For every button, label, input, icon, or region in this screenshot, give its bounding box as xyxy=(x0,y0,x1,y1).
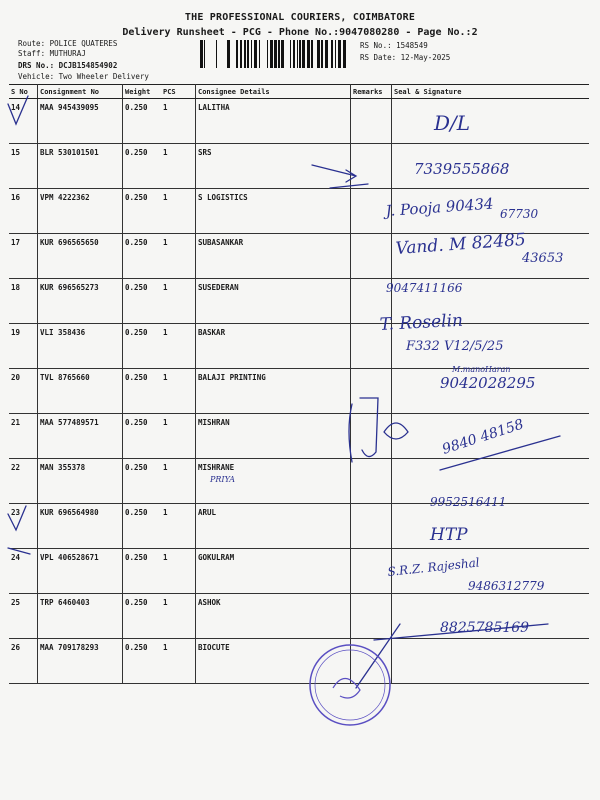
row-consignee: MISHRANE xyxy=(196,459,351,504)
row-consignment: MAN 355378 xyxy=(38,459,123,504)
row-pcs: 1 xyxy=(161,414,196,459)
row-pcs: 1 xyxy=(161,99,196,144)
table-row xyxy=(9,234,589,279)
barcode-bar xyxy=(270,40,273,68)
row-sno: 20 xyxy=(9,369,38,414)
table-header-row xyxy=(9,85,589,99)
barcode-bar xyxy=(216,40,217,68)
table-row xyxy=(9,279,589,324)
row-consignment: VLI 358436 xyxy=(38,324,123,369)
row-pcs: 1 xyxy=(161,369,196,414)
staff-text: Staff: MUTHURAJ xyxy=(18,49,86,58)
row-signature xyxy=(392,144,590,189)
row-pcs: 1 xyxy=(161,594,196,639)
row-consignment: MAA 709178293 xyxy=(38,639,123,684)
row-weight: 0.250 xyxy=(123,549,162,594)
vehicle-text: Vehicle: Two Wheeler Delivery xyxy=(18,72,149,81)
row-pcs: 1 xyxy=(161,504,196,549)
row-sno: 14 xyxy=(9,99,38,144)
barcode-bar xyxy=(325,40,328,68)
row-sno: 25 xyxy=(9,594,38,639)
row-weight: 0.250 xyxy=(123,369,162,414)
row-signature xyxy=(392,459,590,504)
row-weight: 0.250 xyxy=(123,324,162,369)
signature-row17-a: Vand. M 82485 xyxy=(394,229,527,259)
barcode-bar xyxy=(293,40,295,68)
table-row xyxy=(9,459,589,504)
row-pcs: 1 xyxy=(161,459,196,504)
barcode-bar xyxy=(331,40,333,68)
row-consignment: MAA 945439095 xyxy=(38,99,123,144)
row-pcs: 1 xyxy=(161,189,196,234)
row-consignment: BLR 530101501 xyxy=(38,144,123,189)
company-title: THE PROFESSIONAL COURIERS, COIMBATORE xyxy=(184,12,416,23)
row-remarks xyxy=(351,144,392,189)
signature-row24: HTP xyxy=(430,525,468,545)
row-consignee: LALITHA xyxy=(196,99,351,144)
barcode-bar xyxy=(321,40,323,68)
table-row xyxy=(9,414,589,459)
row-pcs: 1 xyxy=(161,549,196,594)
row-sno: 16 xyxy=(9,189,38,234)
row-pcs: 1 xyxy=(161,144,196,189)
barcode xyxy=(196,40,350,68)
barcode-bar xyxy=(244,40,246,68)
row-sno: 23 xyxy=(9,504,38,549)
row-signature xyxy=(392,189,590,234)
signature-row16-b: 67730 xyxy=(500,207,539,221)
col-consignee: Consignee Details xyxy=(196,85,351,99)
row-remarks xyxy=(351,549,392,594)
signature-row17-b: 43653 xyxy=(522,251,564,266)
row-consignment: VPM 4222362 xyxy=(38,189,123,234)
row-remarks xyxy=(351,369,392,414)
signature-row20-b: 9042028295 xyxy=(440,374,536,392)
signature-row25-b: 9486312779 xyxy=(468,579,545,593)
barcode-bar xyxy=(278,40,280,68)
row-signature xyxy=(392,324,590,369)
row-pcs: 1 xyxy=(161,234,196,279)
row-signature xyxy=(392,594,590,639)
route-text: Route: POLICE QUATERES xyxy=(18,39,118,48)
row-remarks xyxy=(351,99,392,144)
signature-row18: 9047411166 xyxy=(386,281,463,295)
runsheet-title: Delivery Runsheet - PCG - Phone No.:9047080280 - Page No.:2 xyxy=(122,27,478,38)
row-sno: 17 xyxy=(9,234,38,279)
row-remarks xyxy=(351,279,392,324)
barcode-bar xyxy=(302,40,305,68)
table-row xyxy=(9,99,589,144)
row-consignee: SUBASANKAR xyxy=(196,234,351,279)
row-signature xyxy=(392,639,590,684)
row-remarks xyxy=(351,324,392,369)
row-consignee: S LOGISTICS xyxy=(196,189,351,234)
signature-row19-a: T. Roselin xyxy=(379,310,464,335)
row-consignee: SRS xyxy=(196,144,351,189)
barcode-bar xyxy=(335,40,336,68)
barcode-bar xyxy=(297,40,298,68)
row-remarks xyxy=(351,504,392,549)
row-signature xyxy=(392,504,590,549)
row-sno: 22 xyxy=(9,459,38,504)
barcode-bar xyxy=(343,40,346,68)
row-consignee: BALAJI PRINTING xyxy=(196,369,351,414)
drs-number xyxy=(18,61,117,70)
row-weight: 0.250 xyxy=(123,189,162,234)
row-weight: 0.250 xyxy=(123,594,162,639)
col-weight: Weight xyxy=(123,85,162,99)
rs-date: RS Date: 12-May-2025 xyxy=(360,53,451,62)
col-sno: S No xyxy=(9,85,38,99)
row-weight: 0.250 xyxy=(123,459,162,504)
row-sno: 24 xyxy=(9,549,38,594)
drs-label: DRS No.: xyxy=(18,61,55,70)
row-consignee: ARUL xyxy=(196,504,351,549)
signature-row14: D/L xyxy=(434,111,471,135)
row-consignee: MISHRAN xyxy=(196,414,351,459)
barcode-bar xyxy=(236,40,238,68)
barcode-bar xyxy=(204,40,205,68)
row-signature xyxy=(392,234,590,279)
row-sno: 19 xyxy=(9,324,38,369)
barcode-bar xyxy=(247,40,249,68)
barcode-bar xyxy=(317,40,320,68)
row-consignee: ASHOK xyxy=(196,594,351,639)
row-consignee: SUSEDERAN xyxy=(196,279,351,324)
signature-row26: 8825785169 xyxy=(440,620,530,636)
signature-row25-a: S.R.Z. Rajeshal xyxy=(386,555,481,579)
rs-number: RS No.: 1548549 xyxy=(360,41,428,50)
table-row xyxy=(9,324,589,369)
note-row23: PRIYA xyxy=(210,475,236,484)
barcode-bar xyxy=(267,40,268,68)
signature-row23: 9952516411 xyxy=(430,495,507,509)
row-consignee: GOKULRAM xyxy=(196,549,351,594)
table-row xyxy=(9,594,589,639)
runsheet-table xyxy=(9,84,589,684)
table-row xyxy=(9,639,589,684)
row-consignee: BASKAR xyxy=(196,324,351,369)
row-consignment: MAA 577489571 xyxy=(38,414,123,459)
row-pcs: 1 xyxy=(161,639,196,684)
row-pcs: 1 xyxy=(161,324,196,369)
barcode-bar xyxy=(290,40,291,68)
row-remarks xyxy=(351,459,392,504)
row-weight: 0.250 xyxy=(123,99,162,144)
row-remarks xyxy=(351,594,392,639)
row-remarks xyxy=(351,639,392,684)
barcode-bar xyxy=(311,40,313,68)
barcode-bar xyxy=(299,40,301,68)
row-sno: 15 xyxy=(9,144,38,189)
row-signature xyxy=(392,369,590,414)
signature-row16-a: J. Pooja 90434 xyxy=(385,194,495,220)
barcode-bar xyxy=(338,40,341,68)
barcode-bar xyxy=(200,40,203,68)
row-sno: 18 xyxy=(9,279,38,324)
signature-row19-b: F332 V12/5/25 xyxy=(406,339,504,354)
table-row xyxy=(9,549,589,594)
row-consignment: KUR 696564980 xyxy=(38,504,123,549)
col-remarks: Remarks xyxy=(351,85,392,99)
row-consignment: VPL 406528671 xyxy=(38,549,123,594)
col-signature: Seal & Signature xyxy=(392,85,590,99)
row-weight: 0.250 xyxy=(123,279,162,324)
row-consignment: KUR 696565273 xyxy=(38,279,123,324)
barcode-bar xyxy=(274,40,277,68)
row-signature xyxy=(392,99,590,144)
barcode-bar xyxy=(259,40,260,68)
row-remarks xyxy=(351,189,392,234)
signature-row20-a: M.manoHaran xyxy=(452,365,511,374)
row-signature xyxy=(392,549,590,594)
signature-row22: 9840 48158 xyxy=(440,416,526,458)
table-row xyxy=(9,369,589,414)
table-row xyxy=(9,504,589,549)
row-remarks xyxy=(351,414,392,459)
barcode-bar xyxy=(281,40,284,68)
row-signature xyxy=(392,279,590,324)
col-consignment: Consignment No xyxy=(38,85,123,99)
row-consignee: BIOCUTE xyxy=(196,639,351,684)
drs-value: DCJB154854902 xyxy=(58,61,118,70)
barcode-bar xyxy=(251,40,252,68)
row-weight: 0.250 xyxy=(123,504,162,549)
barcode-bar xyxy=(240,40,242,68)
table-row xyxy=(9,144,589,189)
row-weight: 0.250 xyxy=(123,414,162,459)
row-pcs: 1 xyxy=(161,279,196,324)
row-sno: 26 xyxy=(9,639,38,684)
row-signature xyxy=(392,414,590,459)
barcode-bar xyxy=(227,40,230,68)
row-consignment: TRP 6460403 xyxy=(38,594,123,639)
row-weight: 0.250 xyxy=(123,144,162,189)
row-consignment: TVL 8765660 xyxy=(38,369,123,414)
table-row xyxy=(9,189,589,234)
signature-row15: 7339555868 xyxy=(414,160,510,178)
col-pcs: PCS xyxy=(161,85,196,99)
row-remarks xyxy=(351,234,392,279)
row-weight: 0.250 xyxy=(123,234,162,279)
barcode-bar xyxy=(254,40,257,68)
barcode-bar xyxy=(307,40,310,68)
row-weight: 0.250 xyxy=(123,639,162,684)
row-consignment: KUR 696565650 xyxy=(38,234,123,279)
row-sno: 21 xyxy=(9,414,38,459)
